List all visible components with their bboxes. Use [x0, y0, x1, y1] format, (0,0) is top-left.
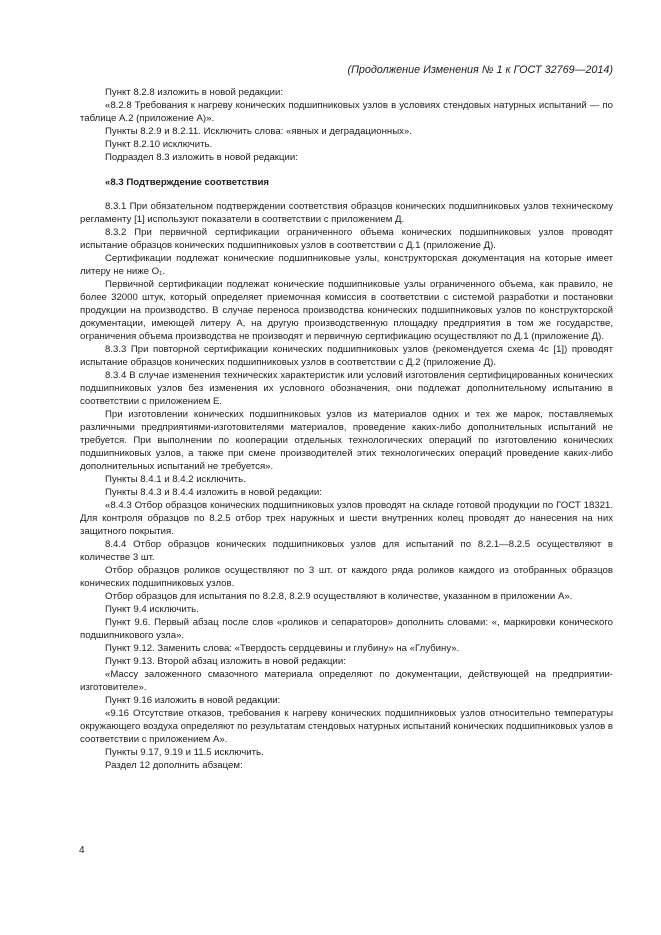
paragraph: 8.4.4 Отбор образцов конических подшипниковых узлов для испытаний по 8.2.1—8.2.5 осуществляют в количестве 3 шт. [80, 539, 613, 563]
paragraph: Пункт 9.4 исключить. [105, 604, 199, 615]
paragraph: Отбор образцов роликов осуществляют по 3 шт. от каждого ряда роликов каждого из отобранных образцов конических подшипниковых узлов. [80, 565, 613, 589]
paragraph: Пункт 9.13. Второй абзац изложить в новой редакции: [105, 656, 346, 667]
paragraph: Пункт 8.2.8 изложить в новой редакции: [105, 87, 283, 98]
paragraph: Пункт 9.16 изложить в новой редакции: [105, 695, 281, 706]
paragraph: 8.3.2 При первичной сертификации ограниченного объема конических подшипниковых узлов проводят испытание образцов конических подшипниковых узлов в соответствии с Д.1 (приложение Д). [80, 227, 613, 251]
paragraph: Пункт 9.12. Заменить слова: «Твердость сердцевины и глубину» на «Глубину». [105, 643, 460, 654]
paragraph: При изготовлении конических подшипниковых узлов из материалов одних и тех же марок, поставляемых различными предприятиями-изготовителями материалов, проведение каких-либо дополнительных испытаний не требуется. При выполнении по кооперации отдельных технологических операций по изготовлению конических подшипниковых узлов, а также при смене производителей этих технологических операций проведение каких-либо дополнительных испытаний не требуется». [80, 409, 613, 472]
paragraph: «Массу заложенного смазочного материала определяют по документации, действующей на предприятии-изготовителе». [80, 669, 613, 693]
paragraph: «8.2.8 Требования к нагреву конических подшипниковых узлов в условиях стендовых натурных испытаний — по таблице А.2 (приложение А)». [80, 100, 613, 124]
page-number: 4 [79, 845, 85, 856]
paragraph: Сертификации подлежат конические подшипниковые узлы, конструкторская документация на которые имеет литеру не ниже О₁. [80, 253, 613, 277]
paragraph: Раздел 12 дополнить абзацем: [105, 760, 243, 771]
paragraph: 8.3.3 При повторной сертификации конических подшипниковых узлов (рекомендуется схема 4с [1]) проводят испытание образцов конических подшипниковых узлов в соответствии с Д.2 (приложение Д). [80, 344, 613, 368]
paragraph: Пункты 8.4.3 и 8.4.4 изложить в новой редакции: [105, 487, 322, 498]
running-header: (Продолжение Изменения № 1 к ГОСТ 32769—2014) [347, 64, 613, 76]
paragraph: Пункты 8.4.1 и 8.4.2 исключить. [105, 474, 246, 485]
paragraph: Отбор образцов для испытания по 8.2.8, 8.2.9 осуществляют в количестве, указанном в приложении А». [105, 591, 573, 602]
paragraph: Пункт 9.6. Первый абзац после слов «роликов и сепараторов» дополнить словами: «, маркировки конического подшипникового узла». [80, 617, 613, 641]
paragraph: Пункт 8.2.10 исключить. [105, 139, 213, 150]
body-text [80, 86, 613, 772]
paragraph: Пункты 8.2.9 и 8.2.11. Исключить слова: «явных и деградационных». [105, 126, 412, 137]
paragraph: Пункты 9.17, 9.19 и 11.5 исключить. [105, 747, 264, 758]
paragraph: Подраздел 8.3 изложить в новой редакции: [105, 152, 298, 163]
section-heading: «8.3 Подтверждение соответствия [105, 177, 270, 188]
paragraph: «8.4.3 Отбор образцов конических подшипниковых узлов проводят на складе готовой продукции по ГОСТ 18321. Для контроля образцов по 8.2.5 отбор трех наружных и шести внутренних колец проводят до нанесения на них защитного покрытия. [80, 500, 613, 537]
paragraph: 8.3.1 При обязательном подтверждении соответствия образцов конических подшипниковых узлов техническому регламенту [1] используют показатели в соответствии с приложением Д. [80, 201, 613, 225]
paragraph: «9.16 Отсутствие отказов, требования к нагреву конических подшипниковых узлов относительно температуры окружающего воздуха определяют по результатам стендовых натурных испытаний конических подшипниковых узлов в соответствии с приложением А». [80, 708, 613, 745]
paragraph: 8.3.4 В случае изменения технических характеристик или условий изготовления сертифицированных конических подшипниковых узлов без изменения их условного обозначения, они подлежат дополнительному испытанию в соответствии с приложением Е. [80, 370, 613, 407]
paragraph: Первичной сертификации подлежат конические подшипниковые узлы ограниченного объема, как правило, не более 32000 штук, который определяет приемочная комиссия в соответствии с системой разработки и постановки продукции на производство. В случае переноса производства конических подшипниковых узлов по конструкторской документации, имеющей литеру А, на другую производственную площадку предприятия в том же государстве, ограничения объема производства не производят и первичную сертификацию осуществляют по Д.1 (приложение Д). [80, 279, 613, 342]
